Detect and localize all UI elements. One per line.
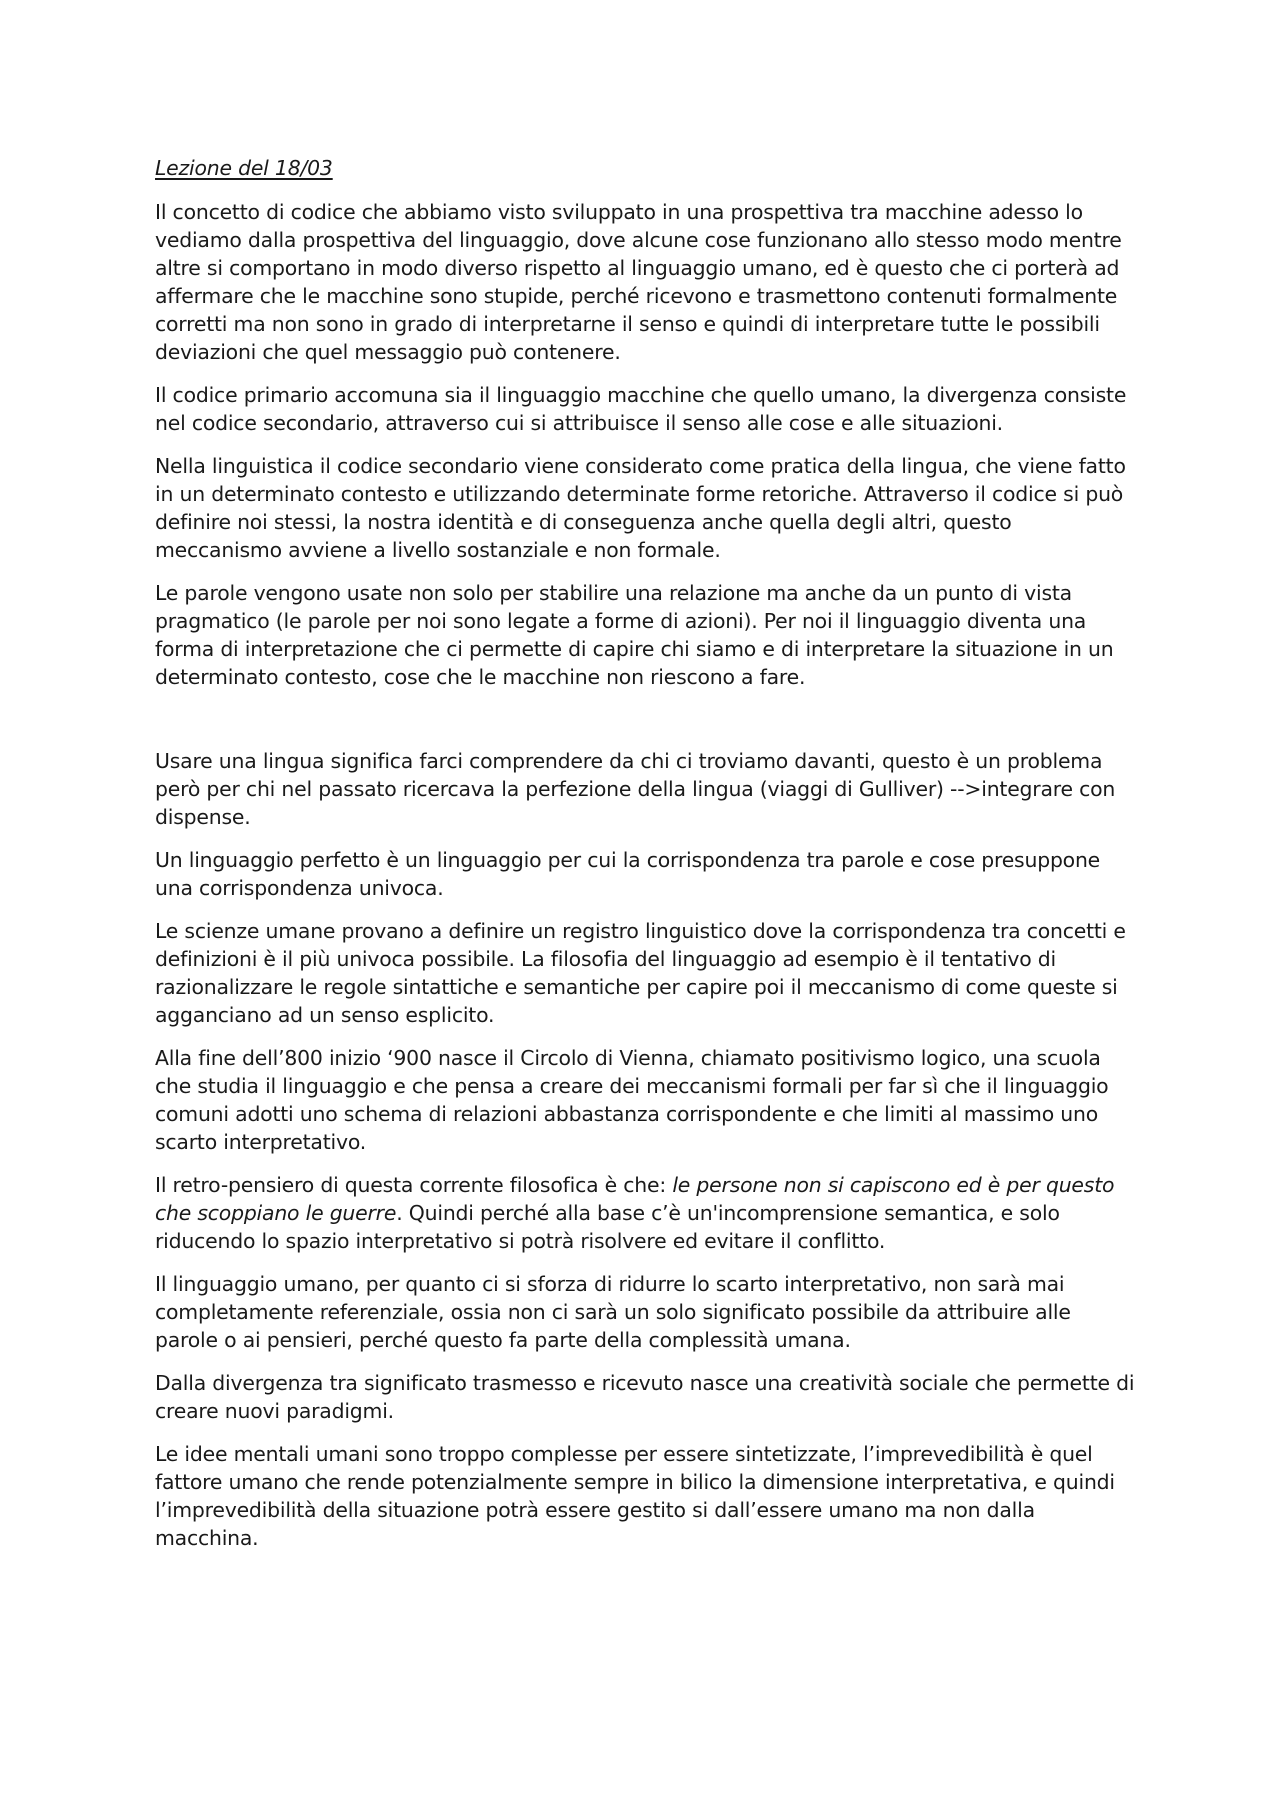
section-spacer	[155, 706, 1135, 747]
lesson-title: Lezione del 18/03	[155, 156, 333, 180]
paragraph-4: Le parole vengono usate non solo per stabilire una relazione ma anche da un punto di vista pragmatico (le parole per noi sono legate a forme di azioni). Per noi il linguaggio diventa una forma di interpretazione che ci permette di capire chi siamo e di interpretare la situazione in un determinato contesto, cose che le macchine non riescono a fare.	[155, 581, 1114, 689]
document-body	[155, 154, 1135, 1567]
paragraph-9-tail: . Quindi perché alla base c’è un'incomprensione semantica, e solo riducendo lo spazio interpretativo si potrà risolvere ed evitare il conflitto.	[155, 1201, 1060, 1253]
paragraph-9	[155, 1171, 1135, 1255]
paragraph-2: Il codice primario accomuna sia il linguaggio macchine che quello umano, la divergenza consiste nel codice secondario, attraverso cui si attribuisce il senso alle cose e alle situazioni.	[155, 383, 1127, 435]
paragraph-5: Usare una lingua significa farci comprendere da chi ci troviamo davanti, questo è un problema però per chi nel passato ricercava la perfezione della lingua (viaggi di Gulliver) -->integrare con dispense.	[155, 749, 1116, 829]
paragraph-1: Il concetto di codice che abbiamo visto sviluppato in una prospettiva tra macchine adesso lo vediamo dalla prospettiva del linguaggio, dove alcune cose funzionano allo stesso modo mentre altre si comportano in modo diverso rispetto al linguaggio umano, ed è questo che ci porterà ad affermare che le macchine sono stupide, perché ricevono e trasmettono contenuti formalmente corretti ma non sono in grado di interpretarne il senso e quindi di interpretare tutte le possibili deviazioni che quel messaggio può contenere.	[155, 200, 1122, 364]
paragraph-10: Il linguaggio umano, per quanto ci si sforza di ridurre lo scarto interpretativo, non sarà mai completamente referenziale, ossia non ci sarà un solo significato possibile da attribuire alle parole o ai pensieri, perché questo fa parte della complessità umana.	[155, 1272, 1071, 1352]
paragraph-8: Alla fine dell’800 inizio ‘900 nasce il Circolo di Vienna, chiamato positivismo logico, una scuola che studia il linguaggio e che pensa a creare dei meccanismi formali per far sì che il linguaggio comuni adotti uno schema di relazioni abbastanza corrispondente e che limiti al massimo uno scarto interpretativo.	[155, 1046, 1109, 1154]
paragraph-3: Nella linguistica il codice secondario viene considerato come pratica della lingua, che viene fatto in un determinato contesto e utilizzando determinate forme retoriche. Attraverso il codice si può definire noi stessi, la nostra identità e di conseguenza anche quella degli altri, questo meccanismo avviene a livello sostanziale e non formale.	[155, 454, 1126, 562]
paragraph-6: Un linguaggio perfetto è un linguaggio per cui la corrispondenza tra parole e cose presuppone una corrispondenza univoca.	[155, 848, 1101, 900]
paragraph-7: Le scienze umane provano a definire un registro linguistico dove la corrispondenza tra concetti e definizioni è il più univoca possibile. La filosofia del linguaggio ad esempio è il tentativo di razionalizzare le regole sintattiche e semantiche per capire poi il meccanismo di come queste si agganciano ad un senso esplicito.	[155, 919, 1126, 1027]
paragraph-12: Le idee mentali umani sono troppo complesse per essere sintetizzate, l’imprevedibilità è quel fattore umano che rende potenzialmente sempre in bilico la dimensione interpretativa, e quindi l’imprevedibilità della situazione potrà essere gestito si dall’essere umano ma non dalla macchina.	[155, 1442, 1115, 1550]
paragraph-9-lead: Il retro-pensiero di questa corrente filosofica è che:	[155, 1173, 673, 1197]
paragraph-9-emphasis: le persone non si capiscono ed è per questo che scoppiano le guerre	[155, 1173, 1115, 1225]
paragraph-11: Dalla divergenza tra significato trasmesso e ricevuto nasce una creatività sociale che permette di creare nuovi paradigmi.	[155, 1371, 1135, 1423]
